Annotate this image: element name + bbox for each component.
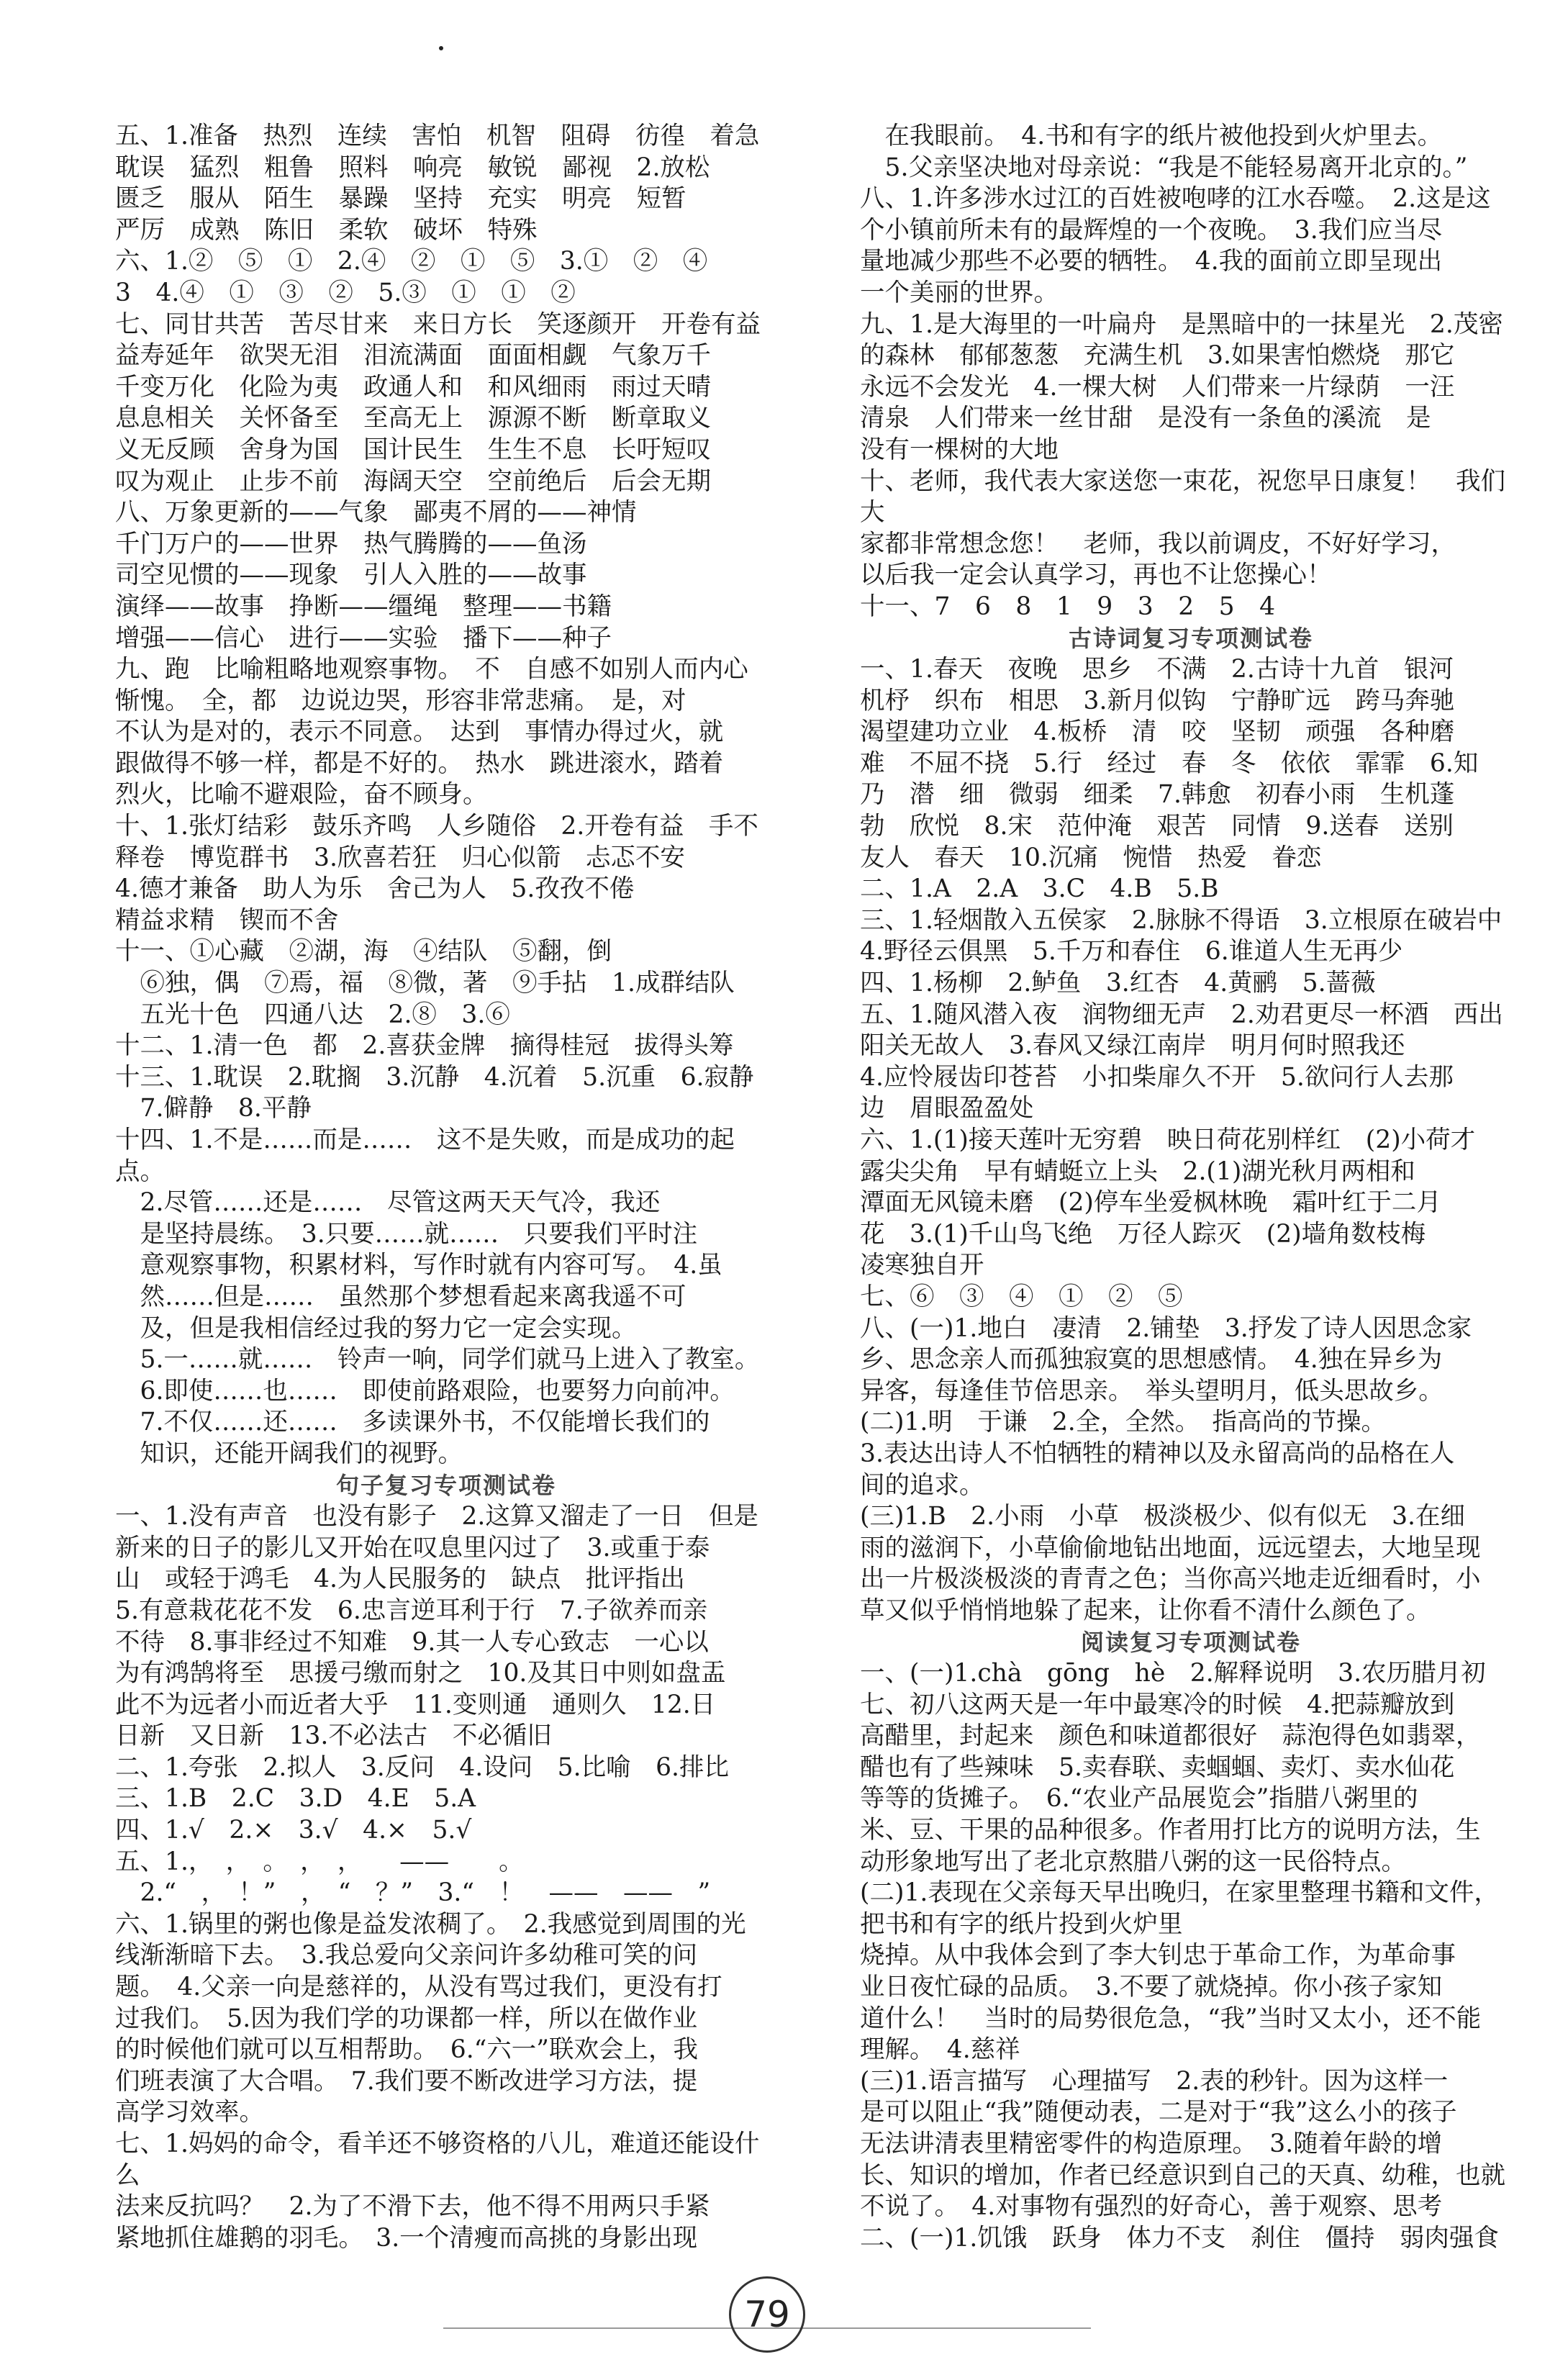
answer-line: ⑥独，偶 ⑦焉，福 ⑧微，著 ⑨手拈 1.成群结队 <box>115 969 735 998</box>
answer-line: 十四、1.不是……而是…… 这不是失败，而是成功的起点。 <box>115 1126 735 1186</box>
answer-line: 5.父亲坚决地对母亲说：“我是不能轻易离开北京的。” <box>860 153 1468 182</box>
answer-line: 过我们。 5.因为我们学的功课都一样，所以在做作业 <box>115 2004 698 2033</box>
answer-line: 八、万象更新的——气象 鄙夷不屑的——神情 <box>115 498 637 528</box>
answer-line: 司空见惯的——现象 引人入胜的——故事 <box>115 561 587 590</box>
answer-line: 出一片极淡极淡的青青之色；当你高兴地走近细看时，小 <box>860 1565 1481 1594</box>
answer-line: 米、豆、干果的品种很多。作者用打比方的说明方法，生 <box>860 1816 1481 1845</box>
answer-line: 线渐渐暗下去。 3.我总爱向父亲问许多幼稚可笑的问 <box>115 1941 698 1970</box>
answer-line: 八、1.许多涉水过江的百姓被咆哮的江水吞噬。 2.这是这 <box>860 184 1491 214</box>
answer-line: 匮乏 服从 陌生 暴躁 坚持 充实 明亮 短暂 <box>115 184 686 214</box>
answer-line: 4.德才兼备 助人为乐 舍己为人 5.孜孜不倦 <box>115 874 635 904</box>
answer-line: 的时候他们就可以互相帮助。 6.“六一”联欢会上，我 <box>115 2035 698 2065</box>
answer-line: 凌寒独自开 <box>860 1251 984 1280</box>
answer-line: 千变万化 化险为夷 政通人和 和风细雨 雨过天晴 <box>115 372 711 402</box>
answer-line: 乡、思念亲人而孤独寂寞的思想感情。 4.独在异乡为 <box>860 1345 1443 1375</box>
answer-line: 叹为观止 止步不前 海阔天空 空前绝后 后会无期 <box>115 466 711 496</box>
answer-line: 五光十色 四通八达 2.⑧ 3.⑥ <box>115 1000 510 1029</box>
answer-line: 为有鸿鹄将至 思援弓缴而射之 10.及其日中则如盘盂 <box>115 1659 726 1688</box>
answer-line: 业日夜忙碌的品质。 3.不要了就烧掉。你小孩子家知 <box>860 1973 1443 2002</box>
answer-line: 七、1.妈妈的命令，看羊还不够资格的八儿，难道还能设什么 <box>115 2130 760 2190</box>
answer-line: 花 3.(1)千山鸟飞绝 万径人踪灭 (2)墙角数枝梅 <box>860 1219 1426 1249</box>
answer-line: 七、⑥ ③ ④ ① ② ⑤ <box>860 1282 1183 1311</box>
answer-line: 烈火，比喻不避艰险，奋不顾身。 <box>115 780 488 810</box>
answer-line: 八、(一)1.地白 凄清 2.铺垫 3.抒发了诗人因思念家 <box>860 1313 1472 1343</box>
answer-line: 醋也有了些辣味 5.卖春联、卖蝈蝈、卖灯、卖水仙花 <box>860 1752 1455 1782</box>
answer-line: 没有一棵树的大地 <box>860 435 1059 464</box>
answer-line: 二、1.A 2.A 3.C 4.B 5.B <box>860 874 1219 904</box>
answer-line: 此不为远者小而近者大乎 11.变则通 通则久 12.日 <box>115 1690 716 1719</box>
answer-line: 意观察事物，积累材料，写作时就有内容可写。 4.虽 <box>115 1251 722 1280</box>
answer-line: (三)1.B 2.小雨 小草 极淡极少、似有似无 3.在细 <box>860 1502 1466 1531</box>
answer-line: 十一、①心藏 ②湖，海 ④结队 ⑤翻，倒 <box>115 937 612 967</box>
answer-line: 精益求精 锲而不舍 <box>115 905 339 935</box>
answer-line: (二)1.明 于谦 2.全，全然。 指高尚的节操。 <box>860 1408 1387 1437</box>
answer-line: 法来反抗吗？ 2.为了不滑下去，他不得不用两只手紧 <box>115 2192 710 2222</box>
answer-line: 烧掉。从中我体会到了李大钊忠于革命工作，为革命事 <box>860 1941 1456 1970</box>
answer-line: 机杼 织布 相思 3.新月似钩 宁静旷远 跨马奔驰 <box>860 686 1455 715</box>
answer-column-left <box>115 121 777 2254</box>
answer-line: 六、1.(1)接天莲叶无穷碧 映日荷花别样红 (2)小荷才 <box>860 1126 1476 1154</box>
answer-line: 二、1.夸张 2.拟人 3.反问 4.设问 5.比喻 6.排比 <box>115 1752 729 1782</box>
answer-line: 演绎——故事 挣断——缰绳 整理——书籍 <box>115 592 612 621</box>
answer-line: 5.一……就…… 铃声一响，同学们就马上进入了教室。 <box>115 1345 760 1375</box>
answer-line: 高醋里，封起来 颜色和味道都很好 蒜泡得色如翡翠， <box>860 1721 1481 1751</box>
answer-line: 潭面无风镜未磨 (2)停车坐爱枫林晚 霜叶红于二月 <box>860 1188 1441 1218</box>
answer-line: 九、跑 比喻粗略地观察事物。 不 自感不如别人而内心 <box>115 655 748 684</box>
answer-line: 以后我一定会认真学习，再也不让您操心！ <box>860 561 1332 590</box>
answer-line: 增强——信心 进行——实验 播下——种子 <box>115 623 612 653</box>
answer-line: 不待 8.事非经过不知难 9.其一人专心致志 一心以 <box>115 1627 709 1657</box>
answer-line: 3.表达出诗人不怕牺牲的精神以及永留高尚的品格在人 <box>860 1439 1455 1468</box>
answer-line: 等等的货摊子。 6.“农业产品展览会”指腊八粥里的 <box>860 1784 1418 1814</box>
answer-line: 勃 欣悦 8.宋 范仲淹 艰苦 同情 9.送春 送别 <box>860 812 1454 841</box>
answer-line: 息息相关 关怀备至 至高无上 源源不断 断章取义 <box>115 404 711 433</box>
section-title: 古诗词复习专项测试卷 <box>1068 624 1313 652</box>
answer-line: 十、老师，我代表大家送您一束花，祝您早日康复！ 我们大 <box>860 466 1505 528</box>
answer-line: 六、1.② ⑤ ① 2.④ ② ① ⑤ 3.① ② ④ <box>115 247 708 276</box>
answer-line: 在我眼前。 4.书和有字的纸片被他投到火炉里去。 <box>860 122 1443 150</box>
answer-line: 乃 潜 细 微弱 细柔 7.韩愈 初春小雨 生机蓬 <box>860 780 1455 810</box>
answer-line: 义无反顾 舍身为国 国计民生 生生不息 长吁短叹 <box>115 435 711 464</box>
answer-line: 量地减少那些不必要的牺牲。 4.我的面前立即呈现出 <box>860 247 1443 276</box>
answer-line: 友人 春天 10.沉痛 惋惜 热爱 眷恋 <box>860 843 1322 872</box>
answer-line: 一、1.没有声音 也没有影子 2.这算又溜走了一日 但是 <box>115 1502 758 1531</box>
answer-line: 九、1.是大海里的一叶扁舟 是黑暗中的一抹星光 2.茂密 <box>860 309 1503 339</box>
answer-line: 5.有意栽花花不发 6.忠言逆耳利于行 7.子欲养而亲 <box>115 1596 708 1625</box>
answer-line: 五、1.准备 热烈 连续 害怕 机智 阻碍 彷徨 着急 <box>115 122 760 150</box>
answer-line: 严厉 成熟 陈旧 柔软 破坏 特殊 <box>115 215 538 245</box>
answer-line: 山 或轻于鸿毛 4.为人民服务的 缺点 批评指出 <box>115 1565 685 1594</box>
answer-line: 然……但是…… 虽然那个梦想看起来离我遥不可 <box>115 1282 686 1311</box>
answer-line: 是可以阻止“我”随便动表，二是对于“我”这么小的孩子 <box>860 2098 1457 2127</box>
answer-line: 不说了。 4.对事物有强烈的好奇心，善于观察、思考 <box>860 2192 1443 2222</box>
answer-line: 3 4.④ ① ③ ② 5.③ ① ① ② <box>115 278 576 307</box>
answer-line: 跟做得不够一样，都是不好的。 热水 跳进滚水，踏着 <box>115 748 724 778</box>
answer-line: 7.不仅……还…… 多读课外书，不仅能增长我们的 <box>115 1408 710 1437</box>
answer-line: 一、1.春天 夜晚 思乡 不满 2.古诗十九首 银河 <box>860 655 1454 684</box>
answer-line: 十三、1.耽误 2.耽搁 3.沉静 4.沉着 5.沉重 6.寂静 <box>115 1062 754 1092</box>
answer-line: 五、1.随风潜入夜 润物细无声 2.劝君更尽一杯酒 西出 <box>860 1000 1503 1029</box>
answer-line: 4.野径云俱黑 5.千万和春住 6.谁道人生无再少 <box>860 937 1403 967</box>
answer-line: 异客，每逢佳节倍思亲。 举头望明月，低头思故乡。 <box>860 1376 1444 1406</box>
answer-line: 间的追求。 <box>860 1470 984 1500</box>
answer-line: 一个美丽的世界。 <box>860 278 1059 307</box>
answer-line: 七、初八这两天是一年中最寒冷的时候 4.把蒜瓣放到 <box>860 1690 1455 1719</box>
answer-line: 三、1.轻烟散入五侯家 2.脉脉不得语 3.立根原在破岩中 <box>860 905 1503 935</box>
answer-line: (三)1.语言描写 心理描写 2.表的秒针。因为这样一 <box>860 2066 1449 2096</box>
answer-line: 7.僻静 8.平静 <box>115 1094 312 1123</box>
answer-line: 日新 又日新 13.不必法古 不必循旧 <box>115 1721 552 1751</box>
answer-line: 五、1.， ， 。 ， ， —— 。 <box>115 1847 524 1876</box>
answer-line: 七、同甘共苦 苦尽甘来 来日方长 笑逐颜开 开卷有益 <box>115 309 761 339</box>
answer-line: 千门万户的——世界 热气腾腾的——鱼汤 <box>115 529 587 558</box>
answer-line: 草又似乎悄悄地躲了起来，让你看不清什么颜色了。 <box>860 1596 1431 1625</box>
answer-line: 十、1.张灯结彩 鼓乐齐鸣 人乡随俗 2.开卷有益 手不 <box>115 812 758 841</box>
answer-line: 十二、1.清一色 都 2.喜获金牌 摘得桂冠 拔得头筹 <box>115 1031 734 1061</box>
answer-line: 释卷 博览群书 3.欣喜若狂 归心似箭 忐忑不安 <box>115 843 685 872</box>
section-title: 阅读复习专项测试卷 <box>1080 1628 1301 1656</box>
page-number: 79 <box>729 2276 805 2353</box>
answer-line: 无法讲清表里精密零件的构造原理。 3.随着年龄的增 <box>860 2130 1443 2158</box>
answer-line: 理解。 4.慈祥 <box>860 2035 1020 2065</box>
answer-line: 阳关无故人 3.春风又绿江南岸 明月何时照我还 <box>860 1031 1405 1061</box>
answer-line: 二、(一)1.饥饿 跃身 体力不支 刹住 僵持 弱肉强食 <box>860 2223 1499 2253</box>
answer-line: 题。 4.父亲一向是慈祥的，从没有骂过我们，更没有打 <box>115 1973 722 2002</box>
answer-line: 知识，还能开阔我们的视野。 <box>115 1439 463 1468</box>
answer-line: 惭愧。 全，都 边说边哭，形容非常悲痛。 是，对 <box>115 686 686 715</box>
answer-line: 家都非常想念您！ 老师，我以前调皮，不好好学习， <box>860 529 1456 558</box>
answer-line: 边 眉眼盈盈处 <box>860 1094 1034 1123</box>
answer-line: 道什么！ 当时的局势很危急，“我”当时又太小，还不能 <box>860 2004 1482 2033</box>
ink-dot <box>439 46 443 50</box>
answer-line: 清泉 人们带来一丝甘甜 是没有一条鱼的溪流 是 <box>860 404 1431 433</box>
answer-line: 是坚持晨练。 3.只要……就…… 只要我们平时注 <box>115 1219 698 1249</box>
answer-line: 三、1.B 2.C 3.D 4.E 5.A <box>115 1784 476 1814</box>
answer-line: 难 不屈不挠 5.行 经过 春 冬 依依 霏霏 6.知 <box>860 748 1479 778</box>
answer-line: 渴望建功立业 4.板桥 清 咬 坚韧 顽强 各种磨 <box>860 718 1455 747</box>
answer-line: 四、1.√ 2.× 3.√ 4.× 5.√ <box>115 1816 472 1845</box>
answer-line: 露尖尖角 早有蜻蜓立上头 2.(1)湖光秋月两相和 <box>860 1157 1415 1186</box>
answer-line: 动形象地写出了老北京熬腊八粥的这一民俗特点。 <box>860 1847 1406 1876</box>
answer-line: 不认为是对的，表示不同意。 达到 事情办得过火，就 <box>115 718 724 747</box>
answer-line: 耽误 猛烈 粗鲁 照料 响亮 敏锐 鄙视 2.放松 <box>115 153 710 182</box>
answer-line: 6.即使……也…… 即使前路艰险，也要努力向前冲。 <box>115 1376 735 1406</box>
answer-line: 四、1.杨柳 2.鲈鱼 3.红杏 4.黄鹂 5.蔷薇 <box>860 969 1376 998</box>
answer-line: 个小镇前所未有的最辉煌的一个夜晚。 3.我们应当尽 <box>860 215 1443 245</box>
answer-line: 及，但是我相信经过我的努力它一定会实现。 <box>115 1313 637 1343</box>
answer-line: (二)1.表现在父亲每天早出晚归，在家里整理书籍和文件，把书和有字的纸片投到火炉里 <box>860 1878 1499 1939</box>
answer-line: 2.尽管……还是…… 尽管这两天天气冷，我还 <box>115 1188 661 1218</box>
answer-line: 们班表演了大合唱。 7.我们要不断改进学习方法，提 <box>115 2066 698 2096</box>
answer-line: 2.“ ， ！” ， “ ？” 3.“ ！ —— —— ” <box>115 1878 711 1908</box>
answer-line: 新来的日子的影儿又开始在叹息里闪过了 3.或重于泰 <box>115 1533 710 1562</box>
section-title: 句子复习专项测试卷 <box>335 1471 556 1499</box>
answer-line: 的森林 郁郁葱葱 充满生机 3.如果害怕燃烧 那它 <box>860 341 1455 371</box>
answer-line: 一、(一)1.chà gōng hè 2.解释说明 3.农历腊月初 <box>860 1659 1486 1688</box>
answer-line: 紧地抓住雄鹅的羽毛。 3.一个清瘦而高挑的身影出现 <box>115 2223 698 2253</box>
answer-line: 益寿延年 欲哭无泪 泪流满面 面面相觑 气象万千 <box>115 341 711 371</box>
answer-line: 六、1.锅里的粥也像是益发浓稠了。 2.我感觉到周围的光 <box>115 1909 746 1939</box>
answer-line: 永远不会发光 4.一棵大树 人们带来一片绿荫 一汪 <box>860 372 1455 402</box>
answer-line: 雨的滋润下，小草偷偷地钻出地面，远远望去，大地呈现 <box>860 1533 1481 1562</box>
answer-column-right <box>860 121 1522 2254</box>
answer-line: 十一、7 6 8 1 9 3 2 5 4 <box>860 592 1276 621</box>
answer-line: 4.应怜屐齿印苍苔 小扣柴扉久不开 5.欲问行人去那 <box>860 1062 1454 1092</box>
answer-line: 高学习效率。 <box>115 2098 264 2127</box>
answer-line: 长、知识的增加，作者已经意识到自己的天真、幼稚，也就 <box>860 2160 1505 2190</box>
